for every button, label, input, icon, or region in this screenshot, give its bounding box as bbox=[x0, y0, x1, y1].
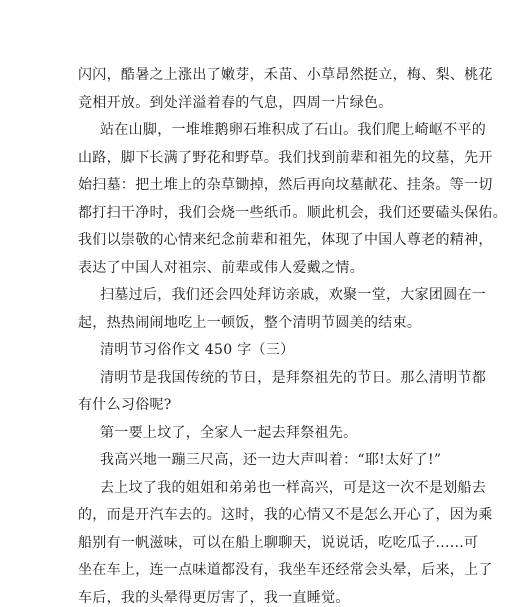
paragraph-first-line: 我高兴地一蹦三尺高，还一边大声叫着：“耶!太好了!” bbox=[100, 452, 442, 468]
text-line: 车后，我的头晕得更厉害了，我一直睡觉。 bbox=[78, 590, 350, 606]
text-line: 竞相开放。到处洋溢着春的气息，四周一片绿色。 bbox=[78, 95, 393, 111]
text-line: 我们以崇敬的心情来纪念前辈和祖先，体现了中国人尊老的精神， bbox=[78, 232, 493, 248]
paragraph-first-line: 清明节是我国传统的节日，是拜祭祖先的节日。那么清明节都 bbox=[100, 370, 487, 386]
text-line: 闪闪，酷暑之上涨出了嫩芽，禾苗、小草昂然挺立，梅、梨、桃花 bbox=[78, 67, 493, 83]
text-line: 的，而是开汽车去的。这时，我的心情又不是怎么开心了，因为乘 bbox=[78, 507, 493, 523]
text-line: 表达了中国人对祖宗、前辈或伟人爱戴之情。 bbox=[78, 260, 364, 276]
section-heading: 清明节习俗作文 450 字（三） bbox=[100, 342, 295, 358]
text-line: 始扫墓：把土堆上的杂草锄掉，然后再向坟墓献花、挂条。等一切 bbox=[78, 177, 493, 193]
paragraph-first-line: 去上坟了我的姐姐和弟弟也一样高兴，可是这一次不是划船去 bbox=[100, 480, 487, 496]
paragraph-first-line: 站在山脚，一堆堆鹅卵石堆积成了石山。我们爬上崎岖不平的 bbox=[100, 122, 487, 138]
paragraph-first-line: 扫墓过后，我们还会四处拜访亲戚，欢聚一堂，大家团圆在一 bbox=[100, 287, 487, 303]
paragraph-first-line: 第一要上坟了，全家人一起去拜祭祖先。 bbox=[100, 425, 358, 441]
text-line: 船别有一帆滋味，可以在船上聊聊天，说说话，吃吃瓜子......可 bbox=[78, 535, 479, 551]
text-line: 都打扫干净时，我们会烧一些纸币。顺此机会，我们还要磕头保佑。 bbox=[78, 205, 507, 221]
text-line: 有什么习俗呢? bbox=[78, 397, 172, 413]
text-line: 坐在车上，连一点味道都没有，我坐车还经常会头晕，后来，上了 bbox=[78, 562, 493, 578]
text-line: 山路，脚下长满了野花和野草。我们找到前辈和祖先的坟墓，先开 bbox=[78, 150, 493, 166]
text-line: 起，热热闹闹地吃上一顿饭，整个清明节圆美的结束。 bbox=[78, 315, 422, 331]
